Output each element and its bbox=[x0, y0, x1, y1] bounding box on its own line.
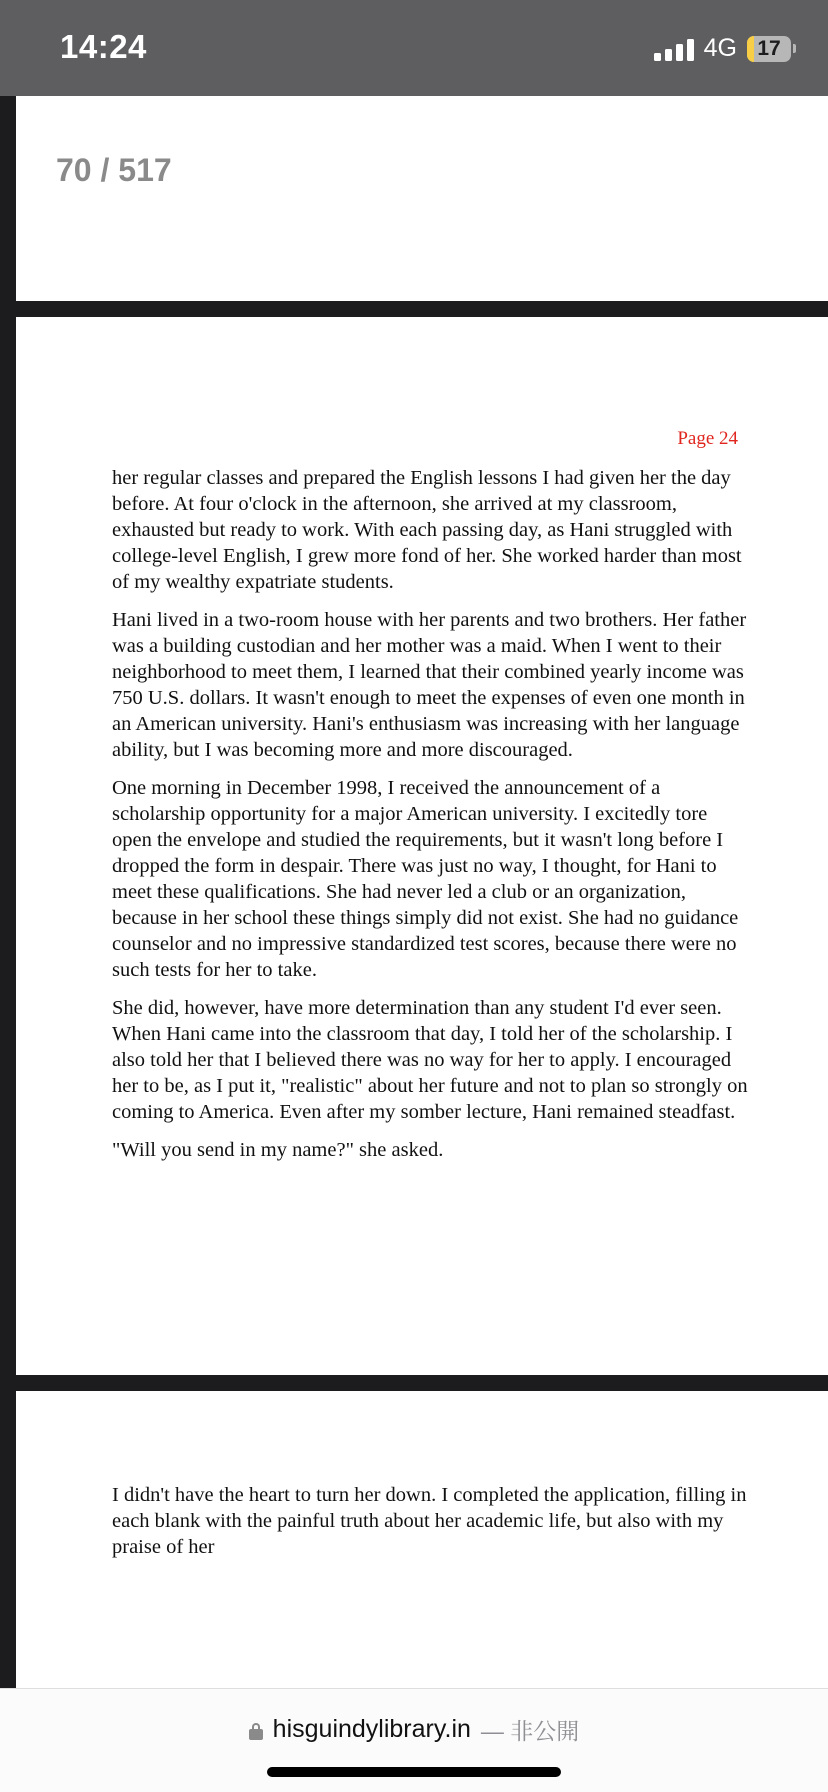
signal-bar bbox=[676, 44, 683, 61]
paragraph: One morning in December 1998, I received the announcement of a scholarship opportunity for a major American university. I excitedly tore open the envelope and studied the requirements, but it wasn't long before I dropped the form in despair. There was just no way, I thought, for Hani to meet these qualifications. She had never led a club or an organization, because in her school these things simply did not exist. She had no guidance counselor and no impressive standardized test scores, because there were no such tests for her to take. bbox=[112, 777, 739, 981]
document-page-next[interactable] bbox=[16, 1391, 828, 1688]
status-bar bbox=[0, 0, 828, 96]
paragraph: I didn't have the heart to turn her down. I completed the application, filling in each blank with the painful truth about her academic life, but also with my praise of her bbox=[112, 1484, 747, 1558]
battery-body bbox=[747, 36, 791, 62]
battery-level: 17 bbox=[757, 36, 781, 60]
paragraph: her regular classes and prepared the English lessons I had given her the day before. At four o'clock in the afternoon, she arrived at my classroom, exhausted but ready to work. With each passing day, as Hani struggled with college-level English, I grew more fond of her. She worked harder than most of my wealthy expatriate students. bbox=[112, 467, 742, 593]
url-domain[interactable]: hisguindylibrary.in bbox=[272, 1715, 471, 1743]
paragraph: "Will you send in my name?" she asked. bbox=[112, 1139, 444, 1161]
document-page-previous[interactable] bbox=[16, 96, 828, 301]
page-text bbox=[112, 465, 752, 1175]
document-page-current[interactable] bbox=[16, 317, 828, 1375]
url-row[interactable] bbox=[0, 1713, 828, 1746]
url-suffix: — 非公開 bbox=[480, 1718, 580, 1744]
network-type: 4G bbox=[703, 34, 737, 62]
page-text bbox=[112, 1482, 752, 1572]
home-indicator[interactable] bbox=[267, 1767, 561, 1777]
signal-bar bbox=[665, 49, 672, 61]
signal-bar bbox=[687, 39, 694, 61]
status-time: 14:24 bbox=[60, 28, 147, 65]
signal-bar bbox=[654, 53, 661, 61]
cellular-signal-icon bbox=[654, 37, 694, 61]
paragraph: She did, however, have more determination than any student I'd ever seen. When Hani came into the classroom that day, I told her of the scholarship. I also told her that I believed there was no way for her to apply. I encouraged her to be, as I put it, "realistic" about her future and not to plan so strongly on coming to America. Even after my somber lecture, Hani remained steadfast. bbox=[112, 997, 748, 1123]
address-bar[interactable] bbox=[0, 1688, 828, 1792]
battery-tip bbox=[793, 44, 796, 53]
page-counter: 70 / 517 bbox=[56, 152, 172, 188]
battery-icon bbox=[747, 36, 796, 62]
document-viewer[interactable] bbox=[0, 96, 828, 1688]
status-indicators bbox=[654, 34, 796, 63]
page-label: Page 24 bbox=[677, 428, 738, 449]
lock-icon bbox=[249, 1723, 263, 1740]
paragraph: Hani lived in a two-room house with her parents and two brothers. Her father was a building custodian and her mother was a maid. When I went to their neighborhood to meet them, I learned that their combined yearly income was 750 U.S. dollars. It wasn't enough to meet the expenses of even one month in an American university. Hani's enthusiasm was increasing with her language ability, but I was becoming more and more discouraged. bbox=[112, 609, 747, 761]
